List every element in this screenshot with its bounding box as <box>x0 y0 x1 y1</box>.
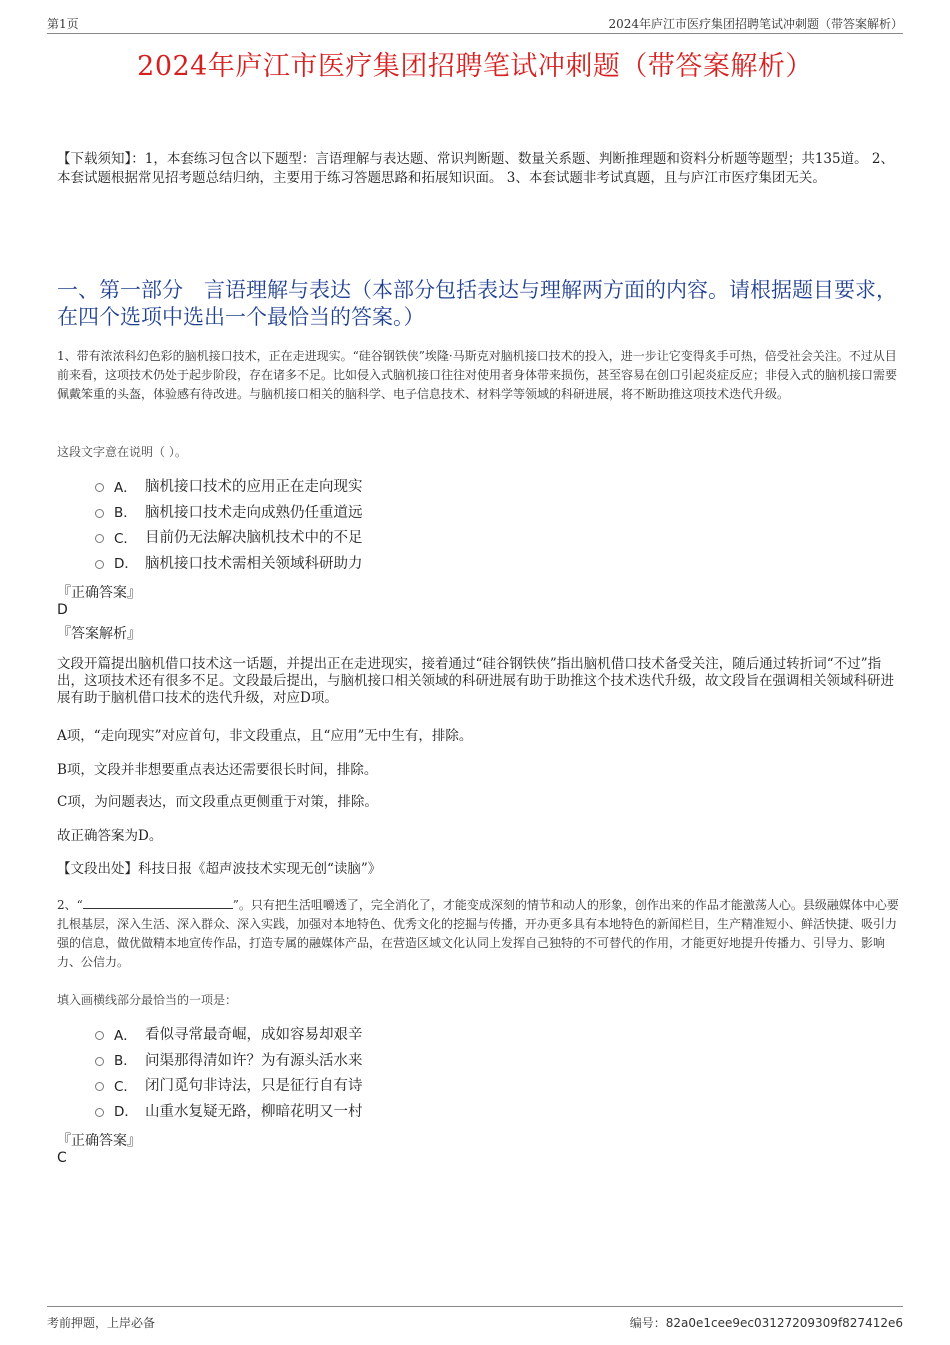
footer-code: 编号：82a0e1cee9ec03127209309f827412e6 <box>629 1316 903 1330</box>
question-2-prompt: 填入画横线部分最恰当的一项是： <box>57 993 238 1007</box>
radio-icon[interactable] <box>95 509 104 518</box>
option-b[interactable]: B． 脑机接口技术走向成熟仍任重道远 <box>95 499 595 525</box>
option-d[interactable]: D． 脑机接口技术需相关领域科研助力 <box>95 550 595 576</box>
question-2-text: 2、“ ”。只有把生活咀嚼透了，完全消化了，才能变成深刻的情节和动人的形象，创作出来的作品才能激荡人心。县级融媒体中心要扎根基层，深入生活、深入群众、深入实践，加强对本地特色、优秀文化的挖掘与传播，开办更多具有本地特色的新闻栏目，生产精准短小、鲜活快捷、吸引力强的信息，做优做精本地宣传作品，打造专属的融媒体产品，在营造区域文化认同上发挥自己独特的不可替代的作用，才能更好地提升传播力、引导力、影响力、公信力。 <box>57 898 899 969</box>
section-title: 一、第一部分 言语理解与表达（本部分包括表达与理解两方面的内容。请根据题目要求，在四个选项中选出一个最恰当的答案。） <box>57 278 897 329</box>
explanation-a: A项，“走向现实”对应首句，非文段重点，且“应用”无中生有，排除。 <box>57 728 473 744</box>
text-source: 【文段出处】科技日报《超声波技术实现无创“读脑”》 <box>57 861 382 877</box>
radio-icon[interactable] <box>95 1108 104 1117</box>
answer-label: 『正确答案』 <box>57 1133 141 1149</box>
page-header <box>47 13 903 34</box>
option-d[interactable]: D． 山重水复疑无路，柳暗花明又一村 <box>95 1098 595 1124</box>
header-doc-title: 2024年庐江市医疗集团招聘笔试冲刺题（带答案解析） <box>608 17 903 31</box>
footer-slogan: 考前押题，上岸必备 <box>47 1316 156 1330</box>
radio-icon[interactable] <box>95 483 104 492</box>
option-a[interactable]: A． 脑机接口技术的应用正在走向现实 <box>95 473 595 499</box>
explanation-c: C项，为问题表达，而文段重点更侧重于对策，排除。 <box>57 794 378 810</box>
question-1-options <box>95 473 595 575</box>
analysis-label: 『答案解析』 <box>57 626 141 642</box>
question-1-prompt: 这段文字意在说明（ ）。 <box>57 445 187 459</box>
correct-answer: D <box>57 602 68 618</box>
option-a[interactable]: A． 看似寻常最奇崛，成如容易却艰辛 <box>95 1021 595 1047</box>
radio-icon[interactable] <box>95 1057 104 1066</box>
download-notice: 【下载须知】：1，本套练习包含以下题型：言语理解与表达题、常识判断题、数量关系题、判断推理题和资料分析题等题型；共135道。 2、本套试题根据常见招考题总结归纳，主要用于练习答题思路和拓展知识面。 3、本套试题非考试真题，且与庐江市医疗集团无关。 <box>57 151 894 186</box>
fill-blank <box>83 897 233 909</box>
page-footer <box>47 1306 903 1331</box>
conclusion: 故正确答案为D。 <box>57 828 163 844</box>
explanation-b: B项，文段并非想要重点表达还需要很长时间，排除。 <box>57 762 378 778</box>
answer-analysis: 文段开篇提出脑机借口技术这一话题，并提出正在走进现实，接着通过“硅谷钢铁侠”指出脑机借口技术备受关注，随后通过转折词“不过”指出，这项技术还有很多不足。文段最后提出，与脑机接口相关领域的科研进展有助于助推这个技术迭代升级，故文段旨在强调相关领域科研进展有助于脑机借口技术的迭代升级，对应D项。 <box>57 656 894 706</box>
option-c[interactable]: C． 目前仍无法解决脑机技术中的不足 <box>95 524 595 550</box>
correct-answer: C <box>57 1150 67 1166</box>
radio-icon[interactable] <box>95 1031 104 1040</box>
question-2-options <box>95 1021 595 1123</box>
document-title: 2024年庐江市医疗集团招聘笔试冲刺题（带答案解析） <box>137 51 813 82</box>
answer-label: 『正确答案』 <box>57 585 141 601</box>
option-c[interactable]: C． 闭门觅句非诗法，只是征行自有诗 <box>95 1072 595 1098</box>
page-number: 第1页 <box>47 17 79 31</box>
radio-icon[interactable] <box>95 560 104 569</box>
radio-icon[interactable] <box>95 534 104 543</box>
radio-icon[interactable] <box>95 1082 104 1091</box>
option-b[interactable]: B． 问渠那得清如许？为有源头活水来 <box>95 1047 595 1073</box>
question-1-text: 1、带有浓浓科幻色彩的脑机接口技术，正在走进现实。“硅谷钢铁侠”埃隆·马斯克对脑机接口技术的投入，进一步让它变得炙手可热，倍受社会关注。不过从目前来看，这项技术仍处于起步阶段，存在诸多不足。比如侵入式脑机接口往往对使用者身体带来损伤，甚至容易在创口引起炎症反应；非侵入式的脑机接口需要佩戴笨重的头盔，体验感有待改进。与脑机接口相关的脑科学、电子信息技术、材料学等领域的科研进展，将不断助推这项技术迭代升级。 <box>57 349 898 401</box>
